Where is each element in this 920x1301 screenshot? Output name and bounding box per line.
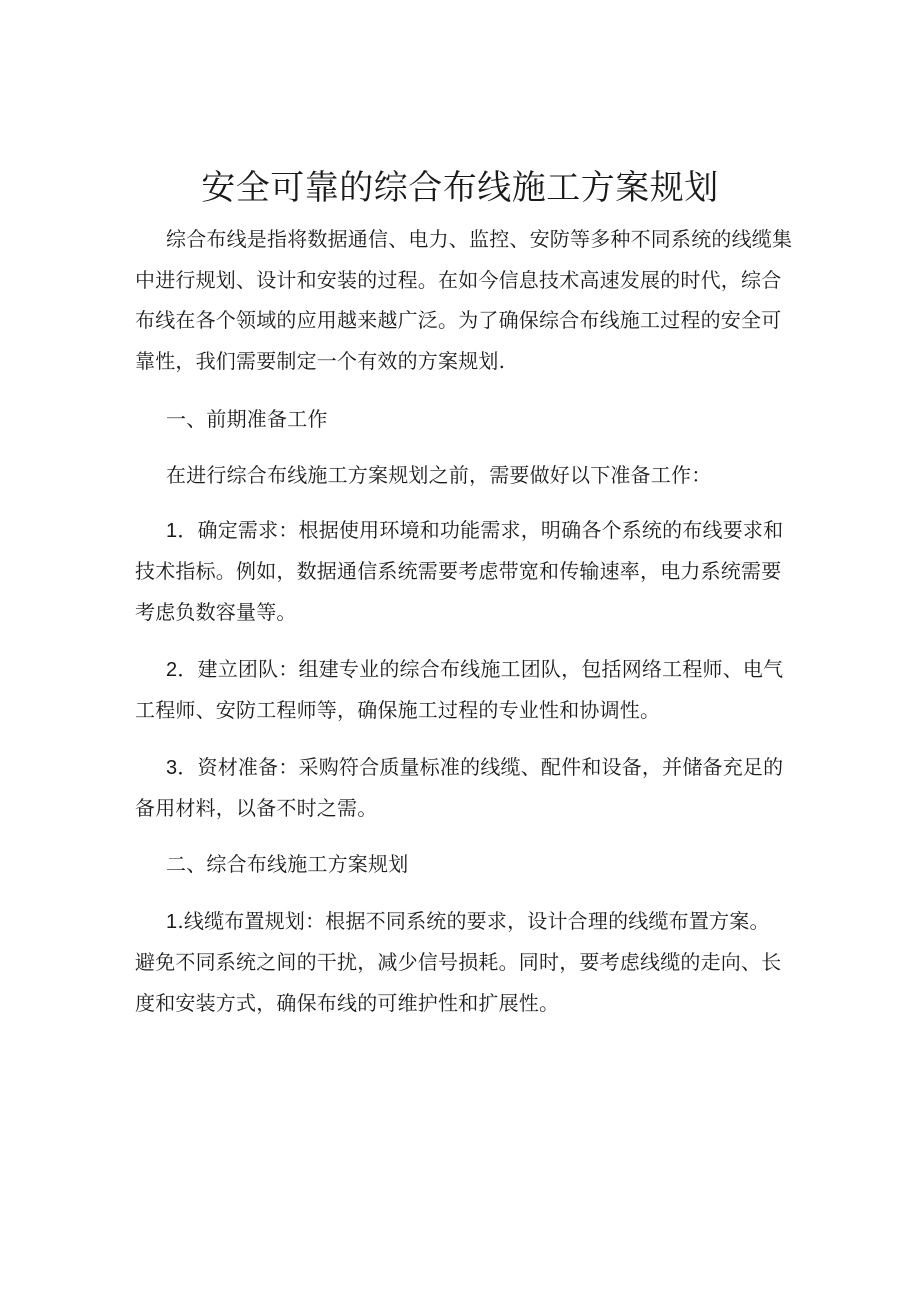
section1-item3-line1: 3．资材准备：采购符合质量标准的线缆、配件和设备，并储备充足的 [166,755,784,779]
item-number: 1 [166,911,178,933]
intro-line-2: 中进行规划、设计和安装的过程。在如今信息技术高速发展的时代，综合 [135,268,782,292]
item-number: 1 [166,520,178,542]
section1-item2-line2: 工程师、安防工程师等，确保施工过程的专业性和协调性。 [135,698,661,722]
section1-item2-line1: 2．建立团队：组建专业的综合布线施工团队，包括网络工程师、电气 [166,657,784,681]
document-title: 安全可靠的综合布线施工方案规划 [201,168,719,208]
section2-heading: 二、综合布线施工方案规划 [166,852,409,876]
section1-item1-line2: 技术指标。例如，数据通信系统需要考虑带宽和传输速率，电力系统需要 [135,559,782,583]
section2-item1-line2: 避免不同系统之间的干扰，减少信号损耗。同时，要考虑线缆的走向、长 [135,950,782,974]
item-number: 3 [166,757,178,779]
section1-heading: 一、前期准备工作 [166,407,328,431]
intro-line-4: 靠性，我们需要制定一个有效的方案规划. [135,349,506,373]
section1-lead: 在进行综合布线施工方案规划之前，需要做好以下准备工作： [166,463,712,487]
section1-item1-line1: 1．确定需求：根据使用环境和功能需求，明确各个系统的布线要求和 [166,518,784,542]
section1-item1-line3: 考虑负数容量等。 [135,600,297,624]
intro-line-1: 综合布线是指将数据通信、电力、监控、安防等多种不同系统的线缆集 [166,227,793,251]
section1-item3-line2: 备用材料，以备不时之需。 [135,796,378,820]
section2-item1-line1: 1.线缆布置规划：根据不同系统的要求，设计合理的线缆布置方案。 [166,909,770,933]
item-number: 2 [166,659,178,681]
section2-item1-line3: 度和安装方式，确保布线的可维护性和扩展性。 [135,991,560,1015]
intro-line-3: 布线在各个领域的应用越来越广泛。为了确保综合布线施工过程的安全可 [135,308,782,332]
